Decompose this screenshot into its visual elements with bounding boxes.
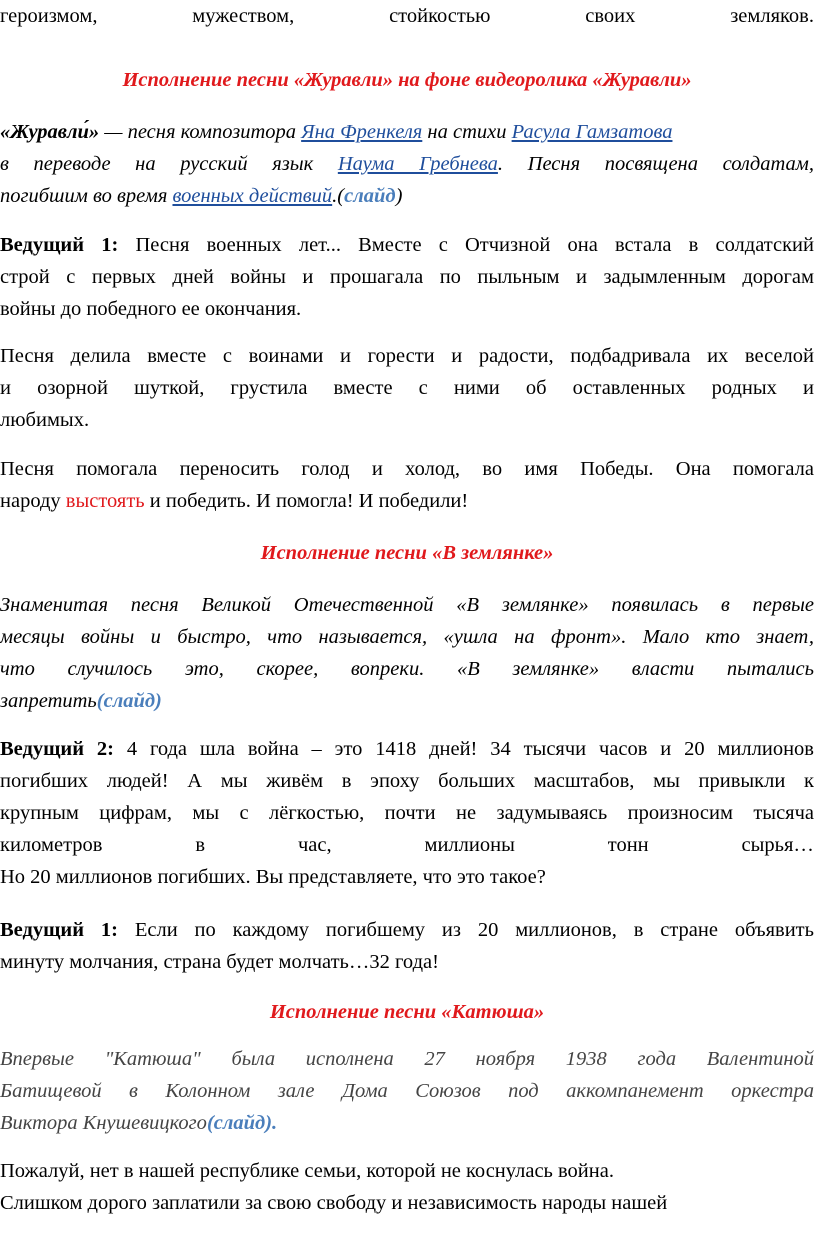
text: запретить bbox=[0, 690, 97, 712]
speaker-label: Ведущий 2: bbox=[0, 738, 114, 760]
text: строй с первых дней войны и прошагала по пыльным и задымленным дорогам bbox=[0, 266, 814, 288]
slide-marker: (слайд). bbox=[206, 1112, 278, 1134]
text: крупным цифрам, мы с лёгкостью, почти не задумываясь произносим тысяча bbox=[0, 802, 814, 824]
word: стойкостью bbox=[389, 5, 491, 27]
speaker-label: Ведущий 1: bbox=[0, 234, 119, 256]
lead1-paragraph bbox=[0, 229, 814, 325]
word: час, bbox=[297, 834, 332, 856]
word: мужеством, bbox=[192, 5, 295, 27]
text: войны до победного ее окончания. bbox=[0, 298, 302, 320]
text: Впервые "Катюша" была исполнена 27 ноября 1938 года Валентиной bbox=[0, 1048, 814, 1070]
text: и озорной шуткой, грустила вместе с ними об оставленных родных и bbox=[0, 377, 814, 399]
word: земляков. bbox=[730, 5, 814, 27]
song-title: «Журавли́» bbox=[0, 121, 100, 143]
text: и победить. И помогла! И победили! bbox=[144, 490, 469, 512]
text: на стихи bbox=[422, 121, 512, 143]
text: . Песня посвящена солдатам, bbox=[497, 153, 815, 175]
text: месяцы войны и быстро, что называется, «ушла на фронт». Мало кто знает, bbox=[0, 626, 814, 648]
word: тонн bbox=[607, 834, 649, 856]
top-text-line bbox=[0, 0, 814, 32]
highlighted-word: выстоять bbox=[65, 490, 145, 512]
lead1-silence-paragraph bbox=[0, 914, 814, 978]
paragraph-song-helped bbox=[0, 453, 814, 517]
text: Знаменитая песня Великой Отечественной «В землянке» появилась в первые bbox=[0, 594, 814, 616]
text: Песня помогала переносить голод и холод, во имя Победы. Она помогала bbox=[0, 458, 814, 480]
slide-marker: (слайд) bbox=[96, 690, 162, 712]
link-grebnev[interactable]: Наума Гребнева bbox=[337, 153, 498, 175]
word: сырья… bbox=[741, 834, 814, 856]
text: Но 20 миллионов погибших. Вы представляете, что это такое? bbox=[0, 866, 546, 888]
text: народу bbox=[0, 490, 66, 512]
lead2-paragraph bbox=[0, 733, 814, 893]
text: любимых. bbox=[0, 409, 90, 431]
link-military-actions[interactable]: военных действий bbox=[172, 185, 333, 207]
heading-zemlyanka: Исполнение песни «В землянке» bbox=[260, 542, 554, 564]
word: в bbox=[195, 834, 206, 856]
link-frenkel[interactable]: Яна Френкеля bbox=[301, 121, 423, 143]
heading-katyusha: Исполнение песни «Катюша» bbox=[269, 1001, 545, 1023]
word: миллионы bbox=[424, 834, 515, 856]
paragraph-song-shared bbox=[0, 340, 814, 436]
text: Песня военных лет... Вместе с Отчизной она встала в солдатский bbox=[118, 234, 814, 256]
link-gamzatov[interactable]: Расула Гамзатова bbox=[511, 121, 673, 143]
text: Батищевой в Колонном зале Дома Союзов под аккомпанемент оркестра bbox=[0, 1080, 814, 1102]
text: Виктора Кнушевицкого bbox=[0, 1112, 207, 1134]
text: Если по каждому погибшему из 20 миллионов, в стране объявить bbox=[118, 919, 814, 941]
text: в переводе на русский язык bbox=[0, 153, 338, 175]
text: — песня композитора bbox=[99, 121, 302, 143]
word: своих bbox=[585, 5, 636, 27]
word: километров bbox=[0, 834, 103, 856]
cranes-paragraph bbox=[0, 116, 814, 212]
text: .( bbox=[332, 185, 345, 207]
text: Песня делила вместе с воинами и горести и радости, подбадривала их веселой bbox=[0, 345, 814, 367]
text: погибшим во время bbox=[0, 185, 173, 207]
final-paragraph bbox=[0, 1155, 814, 1219]
text: что случилось это, скорее, вопреки. «В землянке» власти пытались bbox=[0, 658, 814, 680]
text: 4 года шла война – это 1418 дней! 34 тысячи часов и 20 миллионов bbox=[113, 738, 814, 760]
text: минуту молчания, страна будет молчать…32 года! bbox=[0, 951, 439, 973]
text: Слишком дорого заплатили за свою свободу и независимость народы нашей bbox=[0, 1192, 668, 1214]
zemlyanka-paragraph bbox=[0, 589, 814, 717]
text: Пожалуй, нет в нашей республике семьи, которой не коснулась война. bbox=[0, 1160, 614, 1182]
katyusha-paragraph bbox=[0, 1043, 814, 1139]
slide-marker: слайд bbox=[344, 185, 396, 207]
text: ) bbox=[395, 185, 403, 207]
heading-cranes: Исполнение песни «Журавли» на фоне видеоролика «Журавли» bbox=[122, 69, 692, 91]
word: героизмом, bbox=[0, 5, 98, 27]
speaker-label: Ведущий 1: bbox=[0, 919, 118, 941]
text: погибших людей! А мы живём в эпоху больших масштабов, мы привыкли к bbox=[0, 770, 814, 792]
